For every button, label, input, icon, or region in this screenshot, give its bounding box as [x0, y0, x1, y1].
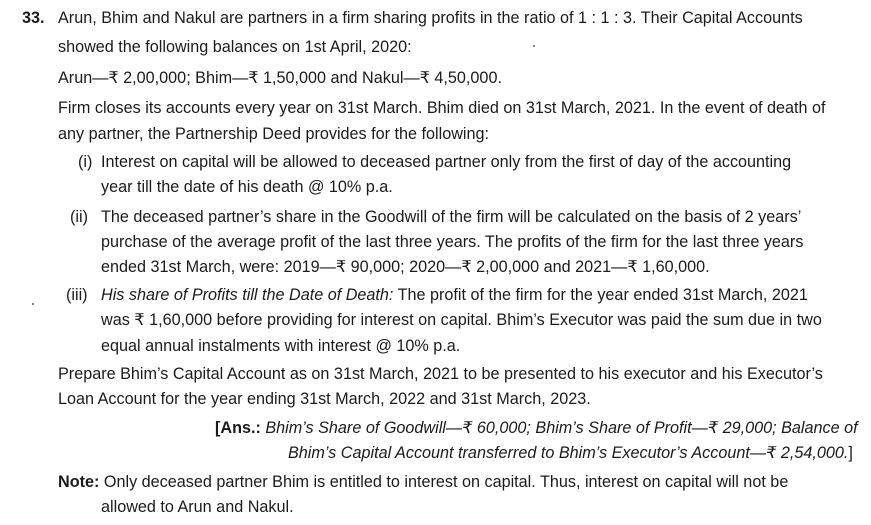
answer-line-1: [215, 418, 858, 438]
answer-line-2-text: Bhim’s Capital Account transferred to Bhim’s Executor’s Account—₹ 2,54,000.: [288, 444, 849, 462]
item-iii-line-1: [101, 285, 808, 305]
question-number: 33.: [22, 9, 45, 27]
prepare-line-1: Prepare Bhim’s Capital Account as on 31st March, 2021 to be presented to his executor and his Executor’s: [58, 365, 823, 383]
intro-line-2: showed the following balances on 1st April, 2020:: [58, 38, 412, 56]
answer-label: [Ans.:: [215, 419, 261, 437]
deed-paragraph-line-2: any partner, the Partnership Deed provides for the following:: [58, 125, 490, 143]
item-label-ii: (ii): [70, 208, 88, 226]
prepare-line-2: Loan Account for the year ending 31st March, 2022 and 31st March, 2023.: [58, 390, 591, 408]
item-iii-line-1-rest: The profit of the firm for the year ended 31st March, 2021: [393, 286, 808, 304]
answer-line-1-text: Bhim’s Share of Goodwill—₹ 60,000; Bhim’s Share of Profit—₹ 29,000; Balance of: [260, 419, 858, 437]
item-iii-line-2: was ₹ 1,60,000 before providing for interest on capital. Bhim’s Executor was paid the sum due in two: [101, 311, 822, 329]
deed-paragraph-line-1: Firm closes its accounts every year on 31st March. Bhim died on 31st March, 2021. In the event of death of: [58, 99, 826, 117]
note-label: Note:: [58, 473, 100, 491]
capital-balances: Arun—₹ 2,00,000; Bhim—₹ 1,50,000 and Nakul—₹ 4,50,000.: [58, 69, 502, 87]
item-label-iii: (iii): [66, 286, 88, 304]
item-ii-line-3: ended 31st March, were: 2019—₹ 90,000; 2020—₹ 2,00,000 and 2021—₹ 1,60,000.: [101, 258, 710, 276]
item-ii-line-2: purchase of the average profit of the last three years. The profits of the firm for the last three years: [101, 233, 804, 251]
note-line-2: allowed to Arun and Nakul.: [101, 498, 294, 516]
item-ii-line-1: The deceased partner’s share in the Goodwill of the firm will be calculated on the basis of 2 years’: [101, 208, 802, 226]
scan-speck: [32, 303, 34, 305]
intro-line-1: Arun, Bhim and Nakul are partners in a firm sharing profits in the ratio of 1 : 1 : 3. Their Capital Accounts: [58, 9, 803, 27]
item-i-line-1: Interest on capital will be allowed to deceased partner only from the first of day of the accounting: [101, 153, 792, 171]
note-line-1-text: Only deceased partner Bhim is entitled to interest on capital. Thus, interest on capital will not be: [99, 473, 789, 491]
item-iii-line-3: equal annual instalments with interest @ 10% p.a.: [101, 337, 461, 355]
item-iii-italic-lead: His share of Profits till the Date of Death:: [101, 286, 394, 304]
note-line-1: [58, 472, 788, 492]
item-i-line-2: year till the date of his death @ 10% p.a.: [101, 178, 393, 196]
scan-speck: [533, 45, 535, 47]
item-label-i: (i): [78, 153, 93, 171]
answer-line-2: [288, 443, 853, 463]
answer-close-bracket: ]: [848, 444, 853, 462]
